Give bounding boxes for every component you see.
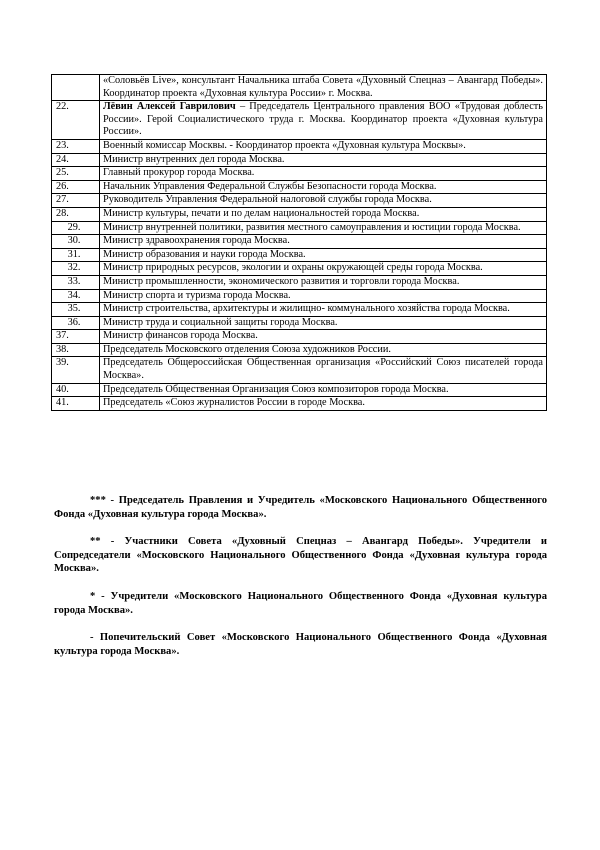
position-title: Министр строительства, архитектуры и жилищно- коммунального хозяйства города Москва.: [103, 303, 510, 315]
note-single-star: * - Учредители «Московского Национального Общественного Фонда «Духовная культура города Москва».: [54, 590, 547, 616]
row-text: [100, 235, 547, 249]
row-text: [100, 383, 547, 397]
position-title: Министр промышленности, экономического развития и торговли города Москва.: [103, 275, 460, 287]
row-number: 23.: [52, 139, 100, 153]
row-number: 25.: [52, 167, 100, 181]
person-name: Лёвин Алексей Гаврилович: [103, 101, 236, 113]
row-text: [100, 153, 547, 167]
table-row: [52, 248, 547, 262]
row-number: 32.: [52, 262, 100, 276]
table-row: [52, 383, 547, 397]
row-number: 27.: [52, 194, 100, 208]
position-title: Председатель Общественная Организация Союз композиторов города Москва.: [103, 383, 449, 395]
position-title: Председатель Московского отделения Союза художников России.: [103, 343, 391, 355]
row-number: 28.: [52, 207, 100, 221]
row-text: [100, 75, 547, 101]
row-number: [52, 75, 100, 101]
row-number: 29.: [52, 221, 100, 235]
row-text: [100, 357, 547, 383]
row-text: [100, 262, 547, 276]
row-number: 24.: [52, 153, 100, 167]
table-row: [52, 75, 547, 101]
table-row: [52, 397, 547, 411]
table-row: [52, 289, 547, 303]
row-text: [100, 343, 547, 357]
table-row: [52, 221, 547, 235]
table-row: [52, 207, 547, 221]
row-text: [100, 289, 547, 303]
row-number: 31.: [52, 248, 100, 262]
row-text: [100, 180, 547, 194]
position-title: «Соловьёв Live», консультант Начальника штаба Совета «Духовный Спецназ – Авангард Победы». Координатор проекта «Духовная культура России» г. Москва.: [103, 75, 543, 99]
legend-notes: [54, 494, 547, 672]
position-title: Министр внутренних дел города Москва.: [103, 153, 285, 165]
row-text: [100, 330, 547, 344]
row-number: 34.: [52, 289, 100, 303]
row-number: 40.: [52, 383, 100, 397]
row-text: [100, 167, 547, 181]
note-dash: - Попечительский Совет «Московского Национального Общественного Фонда «Духовная культура города Москва».: [54, 632, 547, 657]
row-text: [100, 397, 547, 411]
row-text: [100, 139, 547, 153]
position-title: Министр внутренней политики, развития местного самоуправления и юстиции города Москва.: [103, 221, 521, 233]
row-text: [100, 221, 547, 235]
table-row: [52, 194, 547, 208]
table-row: [52, 101, 547, 140]
position-title: Председатель «Союз журналистов России в городе Москва.: [103, 397, 365, 409]
position-title: Министр культуры, печати и по делам национальностей города Москва.: [103, 207, 420, 219]
row-text: [100, 194, 547, 208]
position-title: Военный комиссар Москвы. - Координатор проекта «Духовная культура Москвы».: [103, 139, 466, 151]
table-row: [52, 357, 547, 383]
row-text: [100, 316, 547, 330]
table-row: [52, 303, 547, 317]
row-number: 22.: [52, 101, 100, 140]
position-title: Министр образования и науки города Москва.: [103, 248, 306, 260]
position-title: Министр здравоохранения города Москва.: [103, 235, 290, 247]
row-text: [100, 275, 547, 289]
row-number: 33.: [52, 275, 100, 289]
row-number: 30.: [52, 235, 100, 249]
row-text: [100, 303, 547, 317]
row-number: 35.: [52, 303, 100, 317]
table-row: [52, 316, 547, 330]
row-number: 39.: [52, 357, 100, 383]
row-number: 26.: [52, 180, 100, 194]
note-double-star: ** - Участники Совета «Духовный Спецназ – Авангард Победы». Учредители и Сопредседатели «Московского Национального Общественного Фонда «Духовная культура города Москва».: [54, 536, 547, 575]
position-title: Министр спорта и туризма города Москва.: [103, 289, 291, 301]
table-row: [52, 262, 547, 276]
row-text: [100, 101, 547, 140]
note-triple-star: *** - Председатель Правления и Учредитель «Московского Национального Общественного Фонда «Духовная культура города Москва».: [54, 495, 547, 520]
table-row: [52, 235, 547, 249]
table-row: [52, 330, 547, 344]
table-row: [52, 153, 547, 167]
position-title: Председатель Общероссийская Общественная организация «Российский Союз писателей города Москва».: [103, 357, 543, 382]
members-table: [51, 74, 547, 411]
table-row: [52, 139, 547, 153]
row-number: 41.: [52, 397, 100, 411]
row-text: [100, 248, 547, 262]
row-text: [100, 207, 547, 221]
position-title: Министр труда и социальной защиты города Москва.: [103, 316, 338, 328]
table-row: [52, 167, 547, 181]
row-number: 38.: [52, 343, 100, 357]
position-title: Министр природных ресурсов, экологии и охраны окружающей среды города Москва.: [103, 262, 483, 274]
table-row: [52, 180, 547, 194]
row-number: 36.: [52, 316, 100, 330]
row-number: 37.: [52, 330, 100, 344]
position-title: Руководитель Управления Федеральной налоговой службы города Москва.: [103, 194, 432, 206]
position-title: – Председатель Центрального правления ВОО «Трудовая доблесть России». Герой Социалистического труда г. Москва. Координатор проекта «Духовная культура России».: [103, 101, 543, 138]
table-row: [52, 275, 547, 289]
position-title: Главный прокурор города Москва.: [103, 167, 255, 179]
table-row: [52, 343, 547, 357]
position-title: Начальник Управления Федеральной Службы Безопасности города Москва.: [103, 180, 437, 192]
position-title: Министр финансов города Москва.: [103, 330, 258, 342]
